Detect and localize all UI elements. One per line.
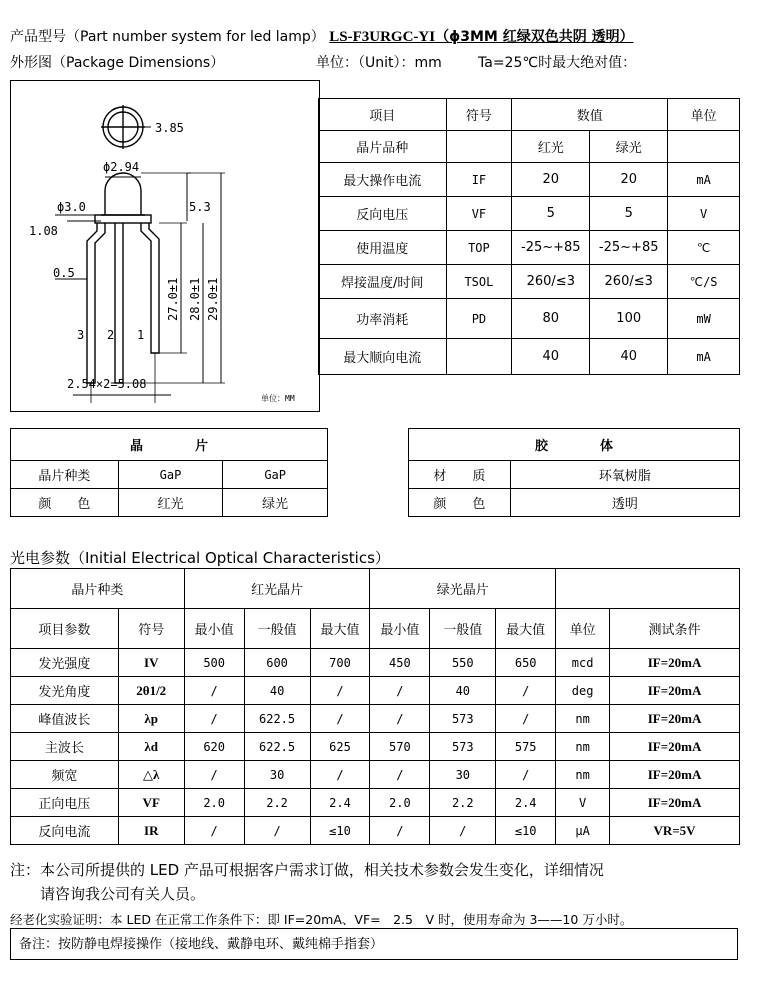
- table-row: 使用温度 TOP -25~+85 -25~+85 ℃: [319, 231, 740, 265]
- dim-27: 27.0±1: [166, 277, 180, 321]
- glue-title: 胶 体: [409, 429, 740, 461]
- pin-3-label: 3: [77, 328, 85, 342]
- unit-note: 单位：MM: [261, 394, 295, 403]
- aging-note: 经老化实验证明：本 LED 在正常工作条件下：即 IF=20mA、VF= 2.5 V 时，使用寿命为 3——10 万小时。: [10, 912, 633, 927]
- table-row: 频宽 △λ / 30 / / 30 / nm IF=20mA: [11, 761, 740, 789]
- max-ratings-table: [318, 98, 740, 375]
- ta-label: Ta=25℃时最大绝对值：: [478, 55, 637, 71]
- dim-5.3: 5.3: [189, 200, 211, 214]
- chip-title: 晶 片: [11, 429, 328, 461]
- dim-1.08: 1.08: [29, 224, 58, 238]
- title-line: [10, 26, 634, 46]
- dim-28: 28.0±1: [188, 277, 202, 321]
- header-green-chip: 绿光晶片: [370, 569, 556, 609]
- dim-3.0: ϕ3.0: [57, 200, 86, 214]
- package-drawing: [10, 80, 320, 412]
- dim-0.5: 0.5: [53, 266, 75, 280]
- package-diagram: [11, 81, 319, 411]
- table-row: 晶片品种 红光 绿光: [319, 131, 740, 163]
- header-symbol: 符号: [446, 99, 512, 131]
- table-row: 最大顺向电流 40 40 mA: [319, 339, 740, 375]
- note-block: [10, 858, 604, 906]
- glue-table: [408, 428, 740, 517]
- table-row: 反向电压 VF 5 5 V: [319, 197, 740, 231]
- pin-2-label: 2: [107, 328, 115, 342]
- header-item: 项目: [319, 99, 447, 131]
- remark-box: [10, 928, 738, 960]
- header-chip-type: 晶片种类: [11, 569, 185, 609]
- title-cn: 产品型号: [10, 29, 66, 45]
- unit-label: 单位：（Unit）：mm: [316, 55, 442, 71]
- table-row: 材 质 环氧树脂: [409, 461, 740, 489]
- table-row: 反向电流 IR / / ≤10 / / ≤10 μA VR=5V: [11, 817, 740, 845]
- dim-2.94: ϕ2.94: [103, 160, 140, 174]
- table-row: 功率消耗 PD 80 100 mW: [319, 299, 740, 339]
- title-en: （Part number system for led lamp）: [66, 29, 325, 45]
- header-unit: 单位: [668, 99, 740, 131]
- table-row: 颜 色 透明: [409, 489, 740, 517]
- table-row: 最大操作电流 IF 20 20 mA: [319, 163, 740, 197]
- table-row: 正向电压 VF 2.0 2.2 2.4 2.0 2.2 2.4 V IF=20mA: [11, 789, 740, 817]
- dim-29: 29.0±1: [206, 277, 220, 321]
- remark-text: 备注：按防静电焊接操作（接地线、戴静电环、戴纯棉手指套）: [19, 937, 384, 952]
- model-description: （ϕ3MM 红绿双色共阴 透明）: [435, 29, 634, 45]
- dim-3.85: 3.85: [155, 121, 184, 135]
- note-line-2: 请咨询我公司有关人员。: [40, 885, 206, 903]
- header-red-chip: 红光晶片: [184, 569, 370, 609]
- outline-title: 外形图（Package Dimensions）: [10, 55, 225, 71]
- opto-title: 光电参数（Initial Electrical Optical Characteristics）: [10, 549, 390, 567]
- ratings-header-row: [319, 99, 740, 131]
- table-row: 颜 色 红光 绿光: [11, 489, 328, 517]
- opto-subheader-row: 项目参数 符号 最小值 一般值 最大值 最小值 一般值 最大值 单位 测试条件: [11, 609, 740, 649]
- note-line-1: 注：本公司所提供的 LED 产品可根据客户需求订做，相关技术参数会发生变化，详细情况: [10, 861, 604, 879]
- table-row: 发光角度 2θ1/2 / 40 / / 40 / deg IF=20mA: [11, 677, 740, 705]
- dim-pitch: 2.54×2=5.08: [67, 377, 147, 391]
- model-number: LS-F3URGC-YI: [329, 29, 436, 45]
- pin-1-label: 1: [137, 328, 145, 342]
- table-row: 主波长 λd 620 622.5 625 570 573 575 nm IF=20mA: [11, 733, 740, 761]
- table-row: 焊接温度/时间 TSOL 260/≤3 260/≤3 ℃/S: [319, 265, 740, 299]
- opto-table: [10, 568, 740, 845]
- table-row: 晶片种类 GaP GaP: [11, 461, 328, 489]
- table-row: 发光强度 IV 500 600 700 450 550 650 mcd IF=20mA: [11, 649, 740, 677]
- chip-table: [10, 428, 328, 517]
- table-row: 峰值波长 λp / 622.5 / / 573 / nm IF=20mA: [11, 705, 740, 733]
- header-value: 数值: [512, 99, 668, 131]
